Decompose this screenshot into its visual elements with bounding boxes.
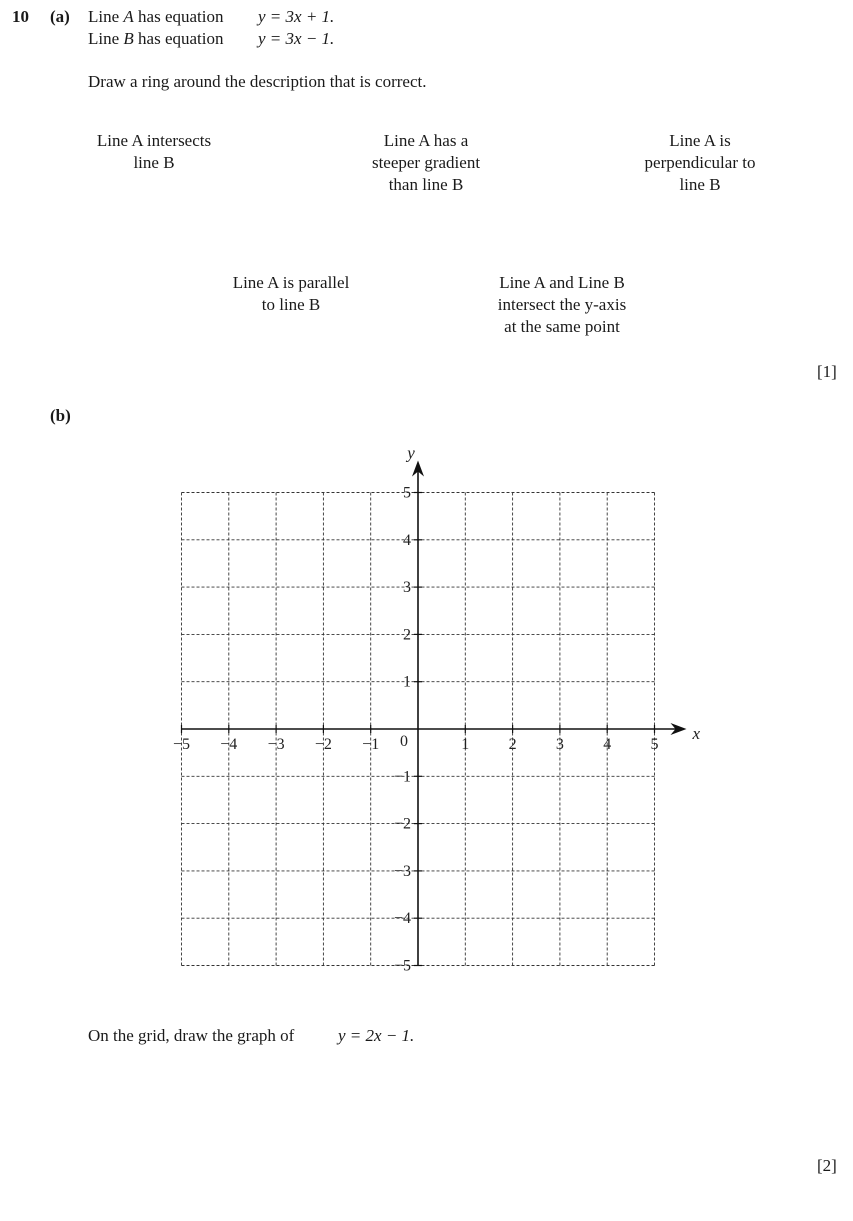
y-tick-label: 4	[403, 531, 411, 549]
line-a-name: A	[123, 7, 134, 26]
y-tick-label: −3	[393, 862, 411, 880]
option-line: at the same point	[504, 317, 620, 336]
x-tick-label: 3	[555, 736, 564, 753]
y-tick-label: −1	[393, 768, 411, 786]
line-b-name: B	[123, 29, 134, 48]
line-a-prefix: Line	[88, 7, 120, 26]
option-parallel[interactable]	[206, 272, 376, 316]
y-tick-label: 3	[403, 579, 411, 597]
part-a-label: (a)	[50, 7, 70, 26]
option-same-y-intercept[interactable]	[472, 272, 652, 338]
y-tick-label: −4	[393, 910, 411, 928]
line-a-mid: has equation	[138, 7, 224, 26]
tick-labels	[173, 444, 701, 975]
x-tick-label: 2	[508, 736, 517, 753]
line-b-prefix: Line	[88, 29, 120, 48]
x-tick-label: −1	[362, 736, 380, 753]
origin-label: 0	[400, 733, 408, 750]
part-a-instruction: Draw a ring around the description that is correct.	[88, 72, 427, 91]
y-axis-label: y	[407, 443, 415, 463]
x-tick-label: −5	[172, 736, 191, 753]
question-number: 10	[12, 7, 29, 26]
option-line: to line B	[261, 295, 321, 314]
y-tick-label: −2	[393, 815, 411, 833]
option-intersects[interactable]	[74, 130, 234, 174]
option-perpendicular[interactable]	[620, 130, 780, 196]
option-line: than line B	[388, 175, 464, 194]
x-tick-label: 5	[650, 736, 659, 753]
y-tick-label: 5	[403, 484, 411, 502]
option-steeper-gradient[interactable]	[346, 130, 506, 196]
option-line: Line A is	[669, 131, 731, 150]
part-b-label: (b)	[50, 406, 71, 425]
line-a-equation: y = 3x + 1.	[258, 7, 335, 26]
part-b-instruction-text: On the grid, draw the graph of	[88, 1026, 295, 1045]
option-line: Line A is parallel	[232, 273, 350, 292]
part-b-instruction	[88, 1025, 294, 1047]
x-tick-label: 4	[603, 736, 612, 753]
y-tick-label: −5	[393, 957, 411, 975]
option-line: intersect the y-axis	[497, 295, 627, 314]
x-tick-label: 1	[461, 736, 470, 753]
part-b-equation: y = 2x − 1.	[338, 1026, 415, 1045]
axes	[182, 461, 687, 966]
line-a-statement	[88, 6, 224, 28]
option-line: line B	[679, 175, 721, 194]
part-b-marks: [2]	[817, 1156, 837, 1175]
option-line: Line A has a	[383, 131, 469, 150]
line-b-statement	[88, 28, 224, 50]
option-line: steeper gradient	[371, 153, 481, 172]
line-b-equation: y = 3x − 1.	[258, 29, 335, 48]
option-line: line B	[133, 153, 175, 172]
coordinate-grid[interactable]	[0, 440, 853, 985]
x-axis-label: x	[692, 724, 701, 743]
option-line: Line A and Line B	[499, 273, 625, 292]
option-line: perpendicular to	[644, 153, 756, 172]
part-a-marks: [1]	[817, 362, 837, 381]
y-tick-label: 2	[403, 626, 411, 644]
line-b-mid: has equation	[138, 29, 224, 48]
x-tick-label: −4	[220, 736, 238, 753]
option-line: Line A intersects	[96, 131, 212, 150]
x-tick-label: −2	[314, 736, 332, 753]
x-tick-label: −3	[267, 736, 285, 753]
y-tick-label: 1	[403, 673, 411, 691]
